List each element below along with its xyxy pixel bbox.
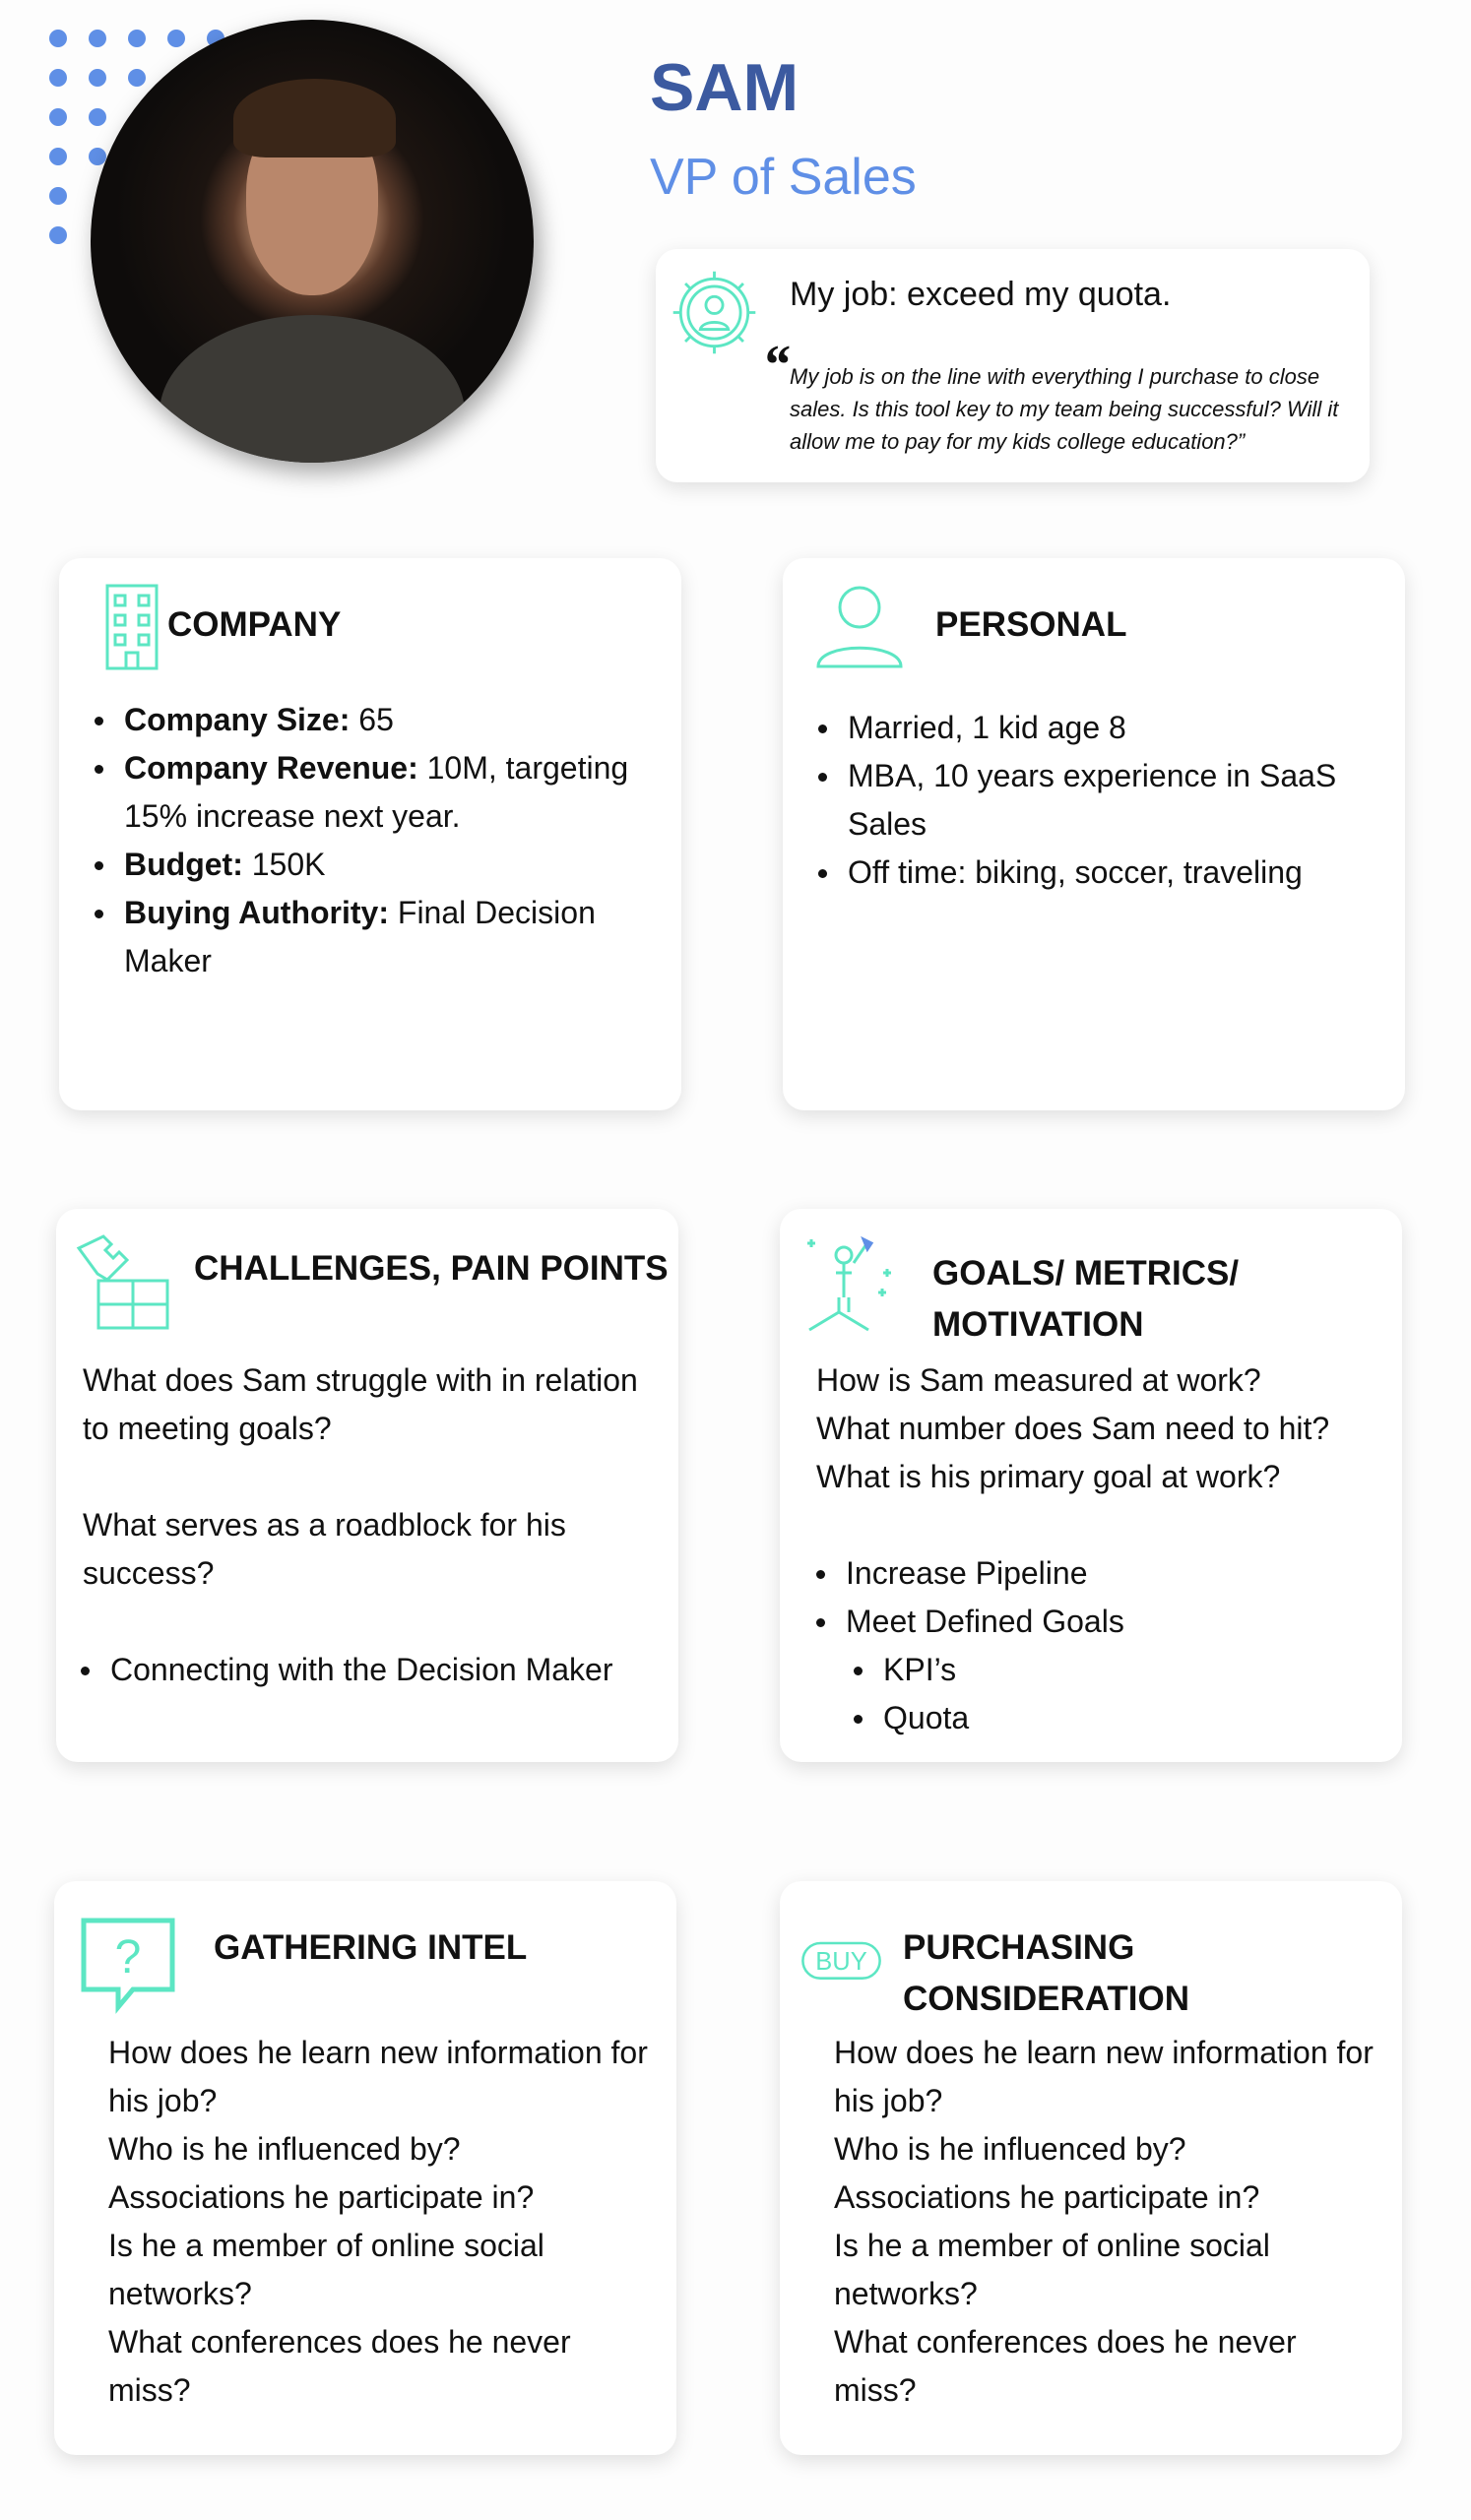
puzzle-icon [74, 1233, 172, 1332]
question-text: What conferences does he never miss? [834, 2324, 1297, 2408]
quote-headline: My job: exceed my quota. [790, 276, 1172, 313]
list-item: Connecting with the Decision Maker [75, 1646, 664, 1694]
question-text: What is his primary goal at work? [816, 1459, 1281, 1494]
item-label: Company Revenue: [124, 750, 418, 786]
buy-tag-icon [799, 1911, 883, 2009]
dot [89, 30, 106, 47]
question-text: How does he learn new information for his job? [834, 2035, 1374, 2118]
building-icon [83, 578, 181, 676]
list-subitem: Quota [848, 1694, 1397, 1742]
company-list [89, 696, 660, 985]
quote-card [656, 249, 1370, 482]
dot [128, 69, 146, 87]
list-item [89, 696, 660, 744]
personal-card [783, 558, 1405, 1110]
item-value: 10M, targeting 15% increase next year. [124, 750, 629, 834]
question-text: Is he a member of online social networks? [834, 2228, 1270, 2311]
list-item: Increase Pipeline [810, 1549, 1397, 1598]
item-label: Budget: [124, 847, 243, 882]
list-item [89, 889, 660, 985]
goals-card [780, 1209, 1402, 1762]
profile-photo [91, 20, 534, 463]
challenges-title: CHALLENGES, PAIN POINTS [194, 1249, 669, 1288]
quote-text: My job is on the line with everything I purchase to close sales. Is this tool key to my team being successful? Will it allow me to pay for my kids college education?” [790, 364, 1339, 454]
dot [128, 30, 146, 47]
question-text: Associations he participate in? [834, 2179, 1260, 2215]
question-text: What serves as a roadblock for his success? [83, 1507, 566, 1591]
list-item: Off time: biking, soccer, traveling [812, 849, 1383, 897]
intel-title: GATHERING INTEL [214, 1928, 528, 1967]
svg-text:BUY: BUY [815, 1948, 867, 1977]
goals-body [816, 1356, 1397, 1742]
dot [49, 187, 67, 205]
dot [49, 69, 67, 87]
list-item: Meet Defined Goals [810, 1598, 1397, 1646]
svg-text:?: ? [114, 1931, 142, 1984]
item-value: Final Decision Maker [124, 895, 596, 978]
list-subitem: KPI’s [848, 1646, 1397, 1694]
company-card [59, 558, 681, 1110]
dot [49, 226, 67, 244]
purchasing-title: PURCHASING CONSIDERATION [903, 1928, 1190, 2018]
list-item: MBA, 10 years experience in SaaS Sales [812, 752, 1383, 849]
person-icon [810, 578, 909, 676]
list-item [89, 841, 660, 889]
achievement-icon [799, 1233, 898, 1332]
question-text: Associations he participate in? [108, 2179, 535, 2215]
challenges-body [83, 1356, 664, 1694]
dot [89, 108, 106, 126]
item-label: Company Size: [124, 702, 351, 737]
item-value: 65 [350, 702, 394, 737]
question-text: What conferences does he never miss? [108, 2324, 571, 2408]
company-title: COMPANY [167, 605, 342, 644]
challenges-card [56, 1209, 678, 1762]
purchasing-card [780, 1881, 1402, 2455]
gear-person-icon [668, 266, 761, 359]
question-text: Who is he influenced by? [108, 2131, 461, 2167]
goals-title: GOALS/ METRICS/ MOTIVATION [932, 1254, 1240, 1344]
question-text: Is he a member of online social networks? [108, 2228, 544, 2311]
persona-name: SAM [650, 50, 799, 125]
question-text: What number does Sam need to hit? [816, 1411, 1330, 1446]
persona-role: VP of Sales [650, 149, 917, 206]
quote-mark-icon: “ [762, 335, 790, 396]
question-text: What does Sam struggle with in relation to meeting goals? [83, 1362, 638, 1446]
intel-body [108, 2029, 660, 2415]
purchasing-body [834, 2029, 1385, 2415]
question-text: Who is he influenced by? [834, 2131, 1186, 2167]
personal-title: PERSONAL [935, 605, 1127, 644]
item-value: 150K [242, 847, 326, 882]
question-bubble-icon [79, 1916, 177, 2014]
dot [49, 148, 67, 165]
list-item: Married, 1 kid age 8 [812, 704, 1383, 752]
dot [89, 69, 106, 87]
list-item [89, 744, 660, 841]
dot [167, 30, 185, 47]
intel-card [54, 1881, 676, 2455]
question-text: How is Sam measured at work? [816, 1362, 1261, 1398]
dot [49, 108, 67, 126]
question-text: How does he learn new information for his job? [108, 2035, 648, 2118]
personal-list [812, 704, 1383, 897]
item-label: Buying Authority: [124, 895, 389, 930]
dot [49, 30, 67, 47]
